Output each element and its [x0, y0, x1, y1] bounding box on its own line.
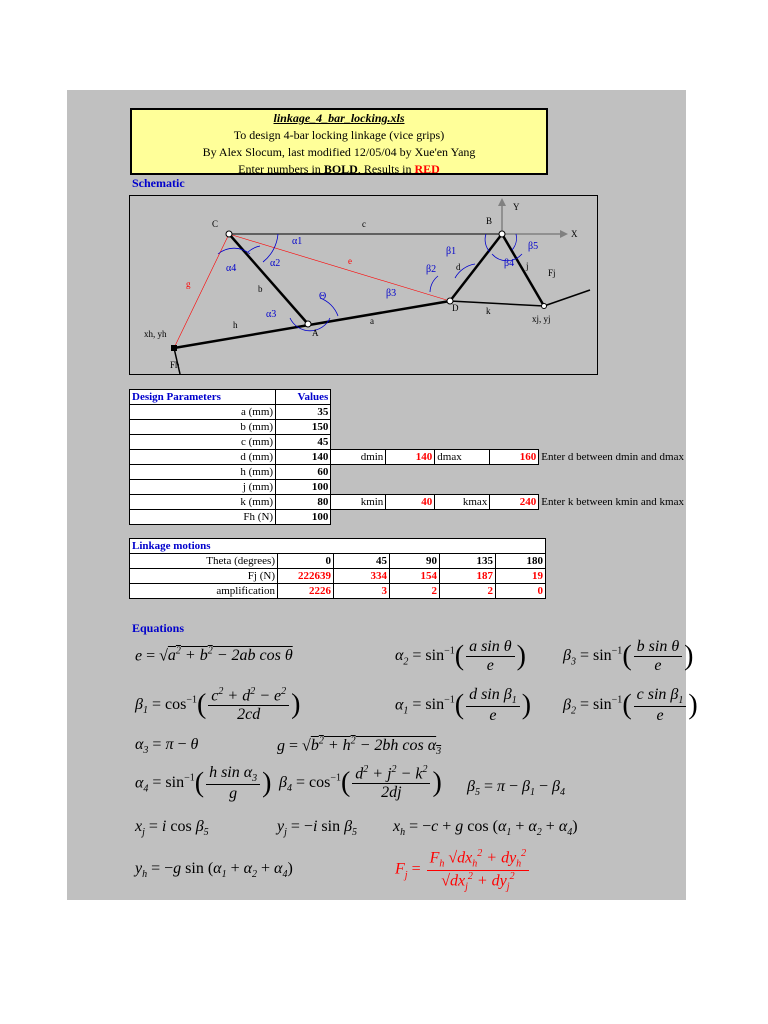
label-link-g: g: [186, 279, 191, 289]
param-value-d[interactable]: 140: [276, 450, 331, 465]
equation-beta5: $\beta_5 = \pi - \beta_1 - \beta_4$: [467, 778, 566, 799]
amplification-value: 2: [390, 584, 440, 599]
amplification-value: 2226: [278, 584, 334, 599]
author-line: By Alex Slocum, last modified 12/05/04 by Xue'en Yang: [202, 145, 476, 159]
schematic-heading: Schematic: [132, 176, 185, 190]
label-fh: Fh: [170, 360, 180, 370]
param-label: Fh (N): [130, 510, 276, 525]
label-alpha4: α4: [226, 263, 237, 274]
equations-heading: Equations: [132, 621, 185, 635]
param-value-fh[interactable]: 100: [276, 510, 331, 525]
motion-label-amplification: amplification: [130, 584, 278, 599]
label-fj: Fj: [548, 268, 556, 278]
label-link-c: c: [362, 219, 366, 229]
param-value-a[interactable]: 35: [276, 405, 331, 420]
label-link-k: k: [486, 306, 491, 316]
label-beta1: β1: [446, 246, 457, 257]
param-value-k[interactable]: 80: [276, 495, 331, 510]
motions-title: Linkage motions: [130, 539, 546, 554]
equation-yh: $y_h = -g$ $\sin (\alpha_1 + \alpha_2 + \alpha_4)$: [135, 860, 293, 881]
equation-beta3: $\beta_3 = \sin^{-1}$( $\frac{\text{b sin θ}}{e}$ ): [563, 638, 694, 674]
param-label: d (mm): [130, 450, 276, 465]
d-range-note: Enter d between dmin and dmax: [539, 450, 686, 465]
param-value-h[interactable]: 60: [276, 465, 331, 480]
label-beta2: β2: [426, 264, 437, 275]
label-link-j: j: [526, 261, 529, 271]
label-point-b: B: [486, 216, 493, 226]
design-header-values: Values: [276, 390, 331, 405]
motion-label-fj: Fj (N): [130, 569, 278, 584]
fj-value: 19: [496, 569, 546, 584]
param-value-c[interactable]: 45: [276, 435, 331, 450]
equation-beta4: $\beta_4 = \cos^{-1}$( $\frac{d^2 + j^2 - k^2}{2dj}$ ): [279, 764, 442, 802]
theta-value[interactable]: 0: [278, 554, 334, 569]
equation-g: $g = √b^2 + h^2 - 2bh$ $\cos \alpha_3$: [277, 736, 442, 758]
label-point-d: D: [452, 303, 459, 313]
label-point-c: C: [212, 219, 219, 229]
kmax-label: kmax: [435, 495, 490, 510]
amplification-value: 2: [440, 584, 496, 599]
dmin-value: 140: [386, 450, 435, 465]
theta-value[interactable]: 90: [390, 554, 440, 569]
equation-yj: $y_j = -i$ $\sin \beta_5$: [277, 818, 358, 839]
motion-label-theta: Theta (degrees): [130, 554, 278, 569]
subtitle: To design 4-bar locking linkage (vice grips): [233, 128, 445, 142]
fj-value: 222639: [278, 569, 334, 584]
equation-alpha2: $\alpha_2 = \sin^{-1}$( $\frac{\text{a sin θ}}{e}$ ): [395, 638, 526, 674]
label-y-axis: Y: [513, 202, 520, 212]
label-theta: Θ: [319, 291, 327, 302]
equation-e: $e = √a^2 + b^2 - 2ab$ cos θ: [135, 646, 293, 665]
label-xh-yh: xh, yh: [144, 329, 167, 339]
equation-beta1: $\beta_1 = \cos^{-1}$( $\frac{c^2 + d^2 - e^2}{2cd}$ ): [135, 686, 301, 724]
label-alpha2: α2: [270, 258, 281, 269]
label-alpha1: α1: [292, 236, 303, 247]
param-label: a (mm): [130, 405, 276, 420]
schematic-diagram: [129, 195, 598, 375]
label-link-h: h: [233, 320, 238, 330]
linkage-motions-table: [129, 538, 546, 599]
param-label: j (mm): [130, 480, 276, 495]
equation-xh: $x_h = -c + g$ $\cos (\alpha_1 + \alpha_2 + \alpha_4)$: [393, 818, 578, 839]
dmax-label: dmax: [435, 450, 490, 465]
fj-value: 187: [440, 569, 496, 584]
label-link-a: a: [370, 316, 374, 326]
amplification-value: 0: [496, 584, 546, 599]
kmax-value: 240: [490, 495, 539, 510]
param-label: b (mm): [130, 420, 276, 435]
label-beta5: β5: [528, 241, 539, 252]
param-label: c (mm): [130, 435, 276, 450]
equation-alpha3: $\alpha_3 = \pi - \theta$: [135, 736, 199, 757]
file-name: linkage_4_bar_locking.xls: [273, 111, 405, 125]
label-link-d: d: [456, 262, 461, 272]
theta-value[interactable]: 180: [496, 554, 546, 569]
label-x-axis: X: [571, 229, 578, 239]
fj-value: 334: [334, 569, 390, 584]
param-label: k (mm): [130, 495, 276, 510]
kmin-label: kmin: [331, 495, 386, 510]
spreadsheet: [67, 90, 698, 900]
label-alpha3: α3: [266, 309, 277, 320]
param-label: h (mm): [130, 465, 276, 480]
label-point-a: A: [312, 328, 319, 338]
title-box: [130, 108, 548, 175]
fj-value: 154: [390, 569, 440, 584]
amplification-value: 3: [334, 584, 390, 599]
theta-value[interactable]: 45: [334, 554, 390, 569]
theta-value[interactable]: 135: [440, 554, 496, 569]
equation-alpha4: $\alpha_4 = \sin^{-1}$( $\frac{h \sin \alpha_3}{g}$ ): [135, 764, 272, 803]
param-value-j[interactable]: 100: [276, 480, 331, 495]
label-xj-yj: xj, yj: [532, 314, 551, 324]
k-range-note: Enter k between kmin and kmax: [539, 495, 686, 510]
equation-xj: $x_j = i$ $\cos \beta_5$: [135, 818, 209, 839]
design-header-label: Design Parameters: [130, 390, 276, 405]
label-beta4: β4: [504, 258, 515, 269]
instructions: Enter numbers in BOLD, Results in RED: [238, 162, 440, 176]
label-link-b: b: [258, 284, 263, 294]
label-beta3: β3: [386, 288, 397, 299]
equation-alpha1: $\alpha_1 = \sin^{-1}$( $\frac{d \sin \beta_1}{e}$ ): [395, 686, 532, 725]
kmin-value: 40: [386, 495, 435, 510]
param-value-b[interactable]: 150: [276, 420, 331, 435]
design-parameters-table: [129, 389, 686, 525]
equation-beta2: $\beta_2 = \sin^{-1}$( $\frac{c \sin \beta_1}{e}$ ): [563, 686, 698, 725]
equation-fj: $F_j$ = $\frac{F_h √dx_h^2 + dy_h^2}{√dx_j^2 + dy_j^2}$: [395, 848, 531, 892]
dmin-label: dmin: [331, 450, 386, 465]
label-link-e: e: [348, 256, 352, 266]
dmax-value: 160: [490, 450, 539, 465]
